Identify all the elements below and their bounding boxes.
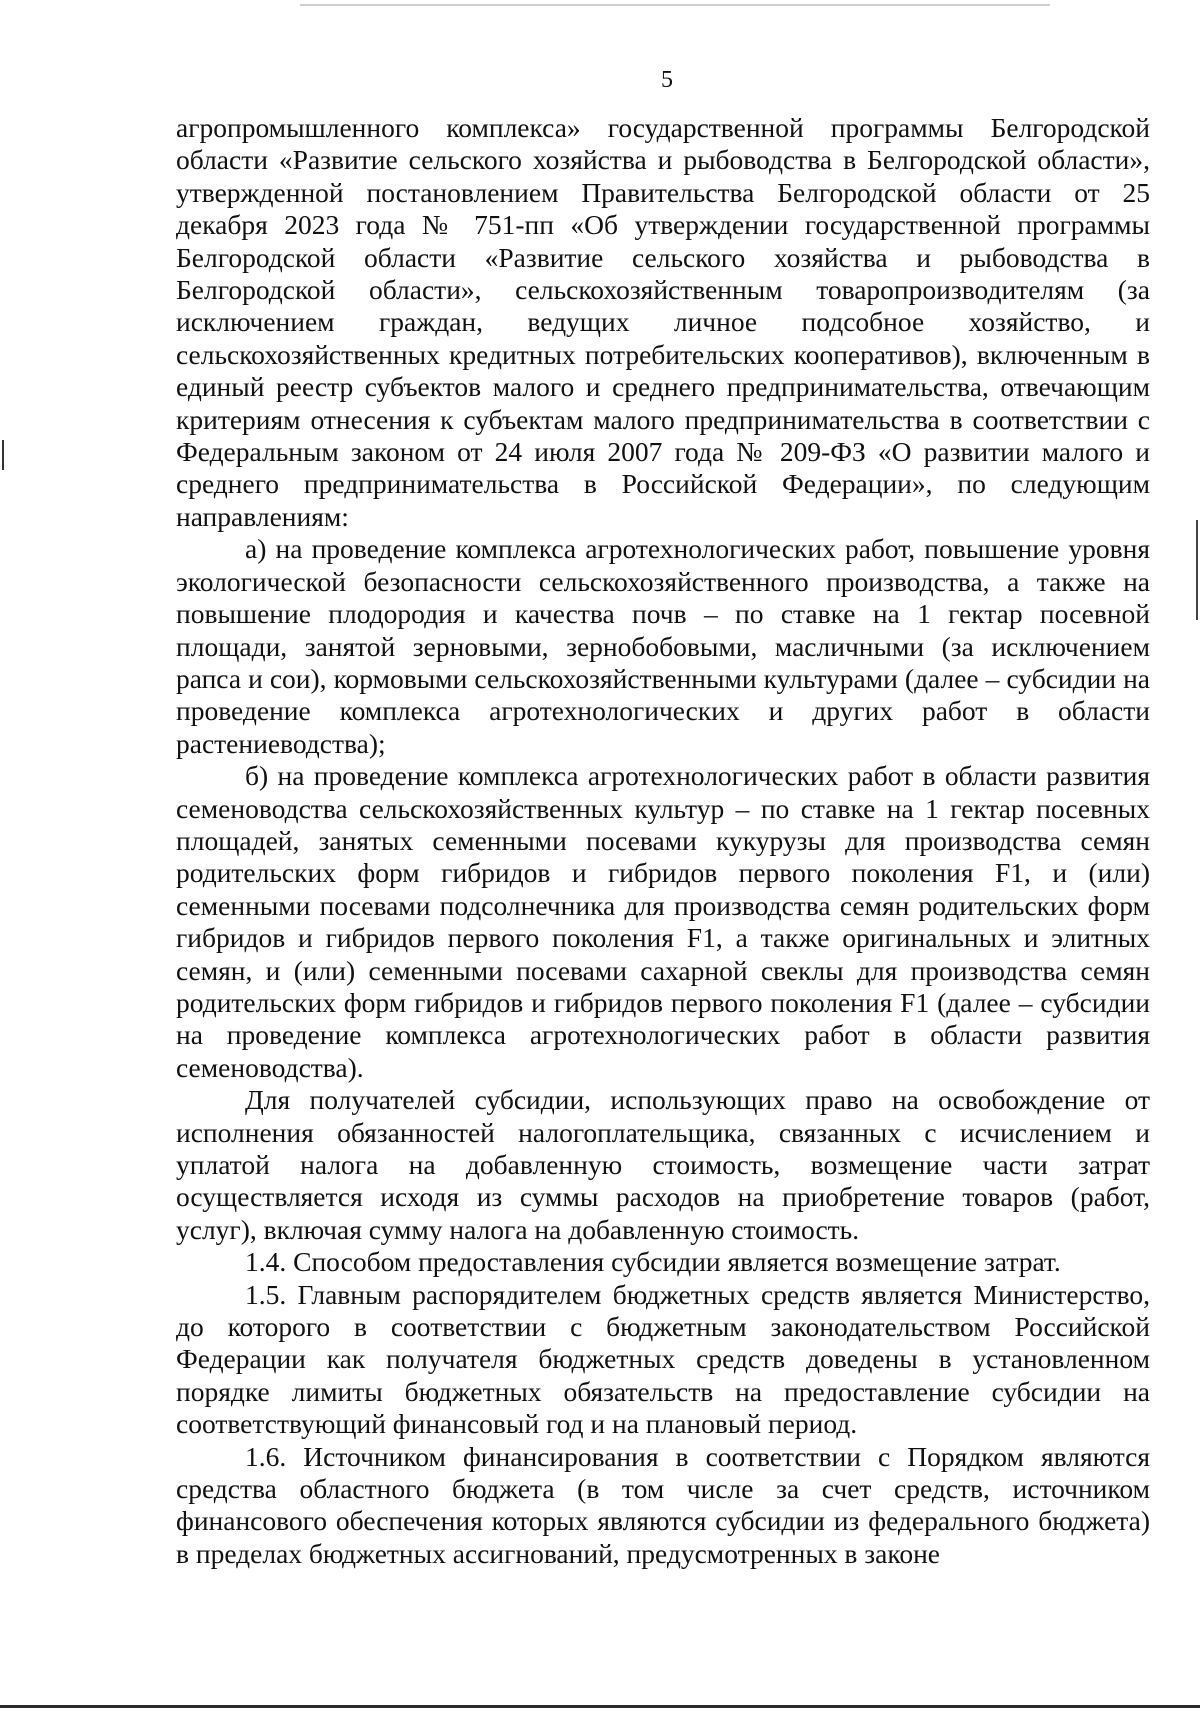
- paragraph-item-a: а) на проведение комплекса агротехнологических работ, повышение уровня экологической безопасности сельскохозяйственного производства, а также на повышение плодородия и качества почв – по ставке на 1 гектар посевной площади, занятой зерновыми, зернобобовыми, масличными (за исключением рапса и сои), кормовыми сельскохозяйственными культурами (далее – субсидии на проведение комплекса агротехнологических и других работ в области растениеводства);: [176, 533, 1150, 759]
- scan-edge-bottom: [0, 1705, 1200, 1708]
- document-body: [176, 112, 1150, 1570]
- paragraph-vat-exemption: Для получателей субсидии, использующих право на освобождение от исполнения обязанностей налогоплательщика, связанных с исчислением и уплатой налога на добавленную стоимость, возмещение части затрат осуществляется исходя из суммы расходов на приобретение товаров (работ, услуг), включая сумму налога на добавленную стоимость.: [176, 1084, 1150, 1245]
- paragraph-1-4: 1.4. Способом предоставления субсидии является возмещение затрат.: [245, 1246, 1061, 1278]
- paragraph-item-b: б) на проведение комплекса агротехнологических работ в области развития семеноводства сельскохозяйственных культур – по ставке на 1 гектар посевных площадей, занятых семенными посевами кукурузы для производства семян родительских форм гибридов и гибридов первого поколения F1, и (или) семенными посевами подсолнечника для производства семян родительских форм гибридов и гибридов первого поколения F1, а также оригинальных и элитных семян, и (или) семенными посевами сахарной свеклы для производства семян родительских форм гибридов и гибридов первого поколения F1 (далее – субсидии на проведение комплекса агротехнологических работ в области развития семеноводства).: [176, 760, 1150, 1083]
- paragraph-1-5: 1.5. Главным распорядителем бюджетных средств является Министерство, до которого в соответствии с бюджетным законодательством Российской Федерации как получателя бюджетных средств доведены в установленном порядке лимиты бюджетных обязательств на предоставление субсидии на соответствующий финансовый год и на плановый период.: [176, 1278, 1150, 1440]
- scan-mark-right: [1196, 520, 1198, 620]
- paragraph-1-6: 1.6. Источником финансирования в соответствии с Порядком являются средства областного бюджета (в том числе за счет средств, источником финансового обеспечения которых являются субсидии из федерального бюджета) в пределах бюджетных ассигнований, предусмотренных в законе: [176, 1440, 1150, 1569]
- paragraph-program-description: агропромышленного комплекса» государственной программы Белгородской области «Развитие сельского хозяйства и рыбоводства в Белгородской области», утвержденной постановлением Правительства Белгородской области от 25 декабря 2023 года № 751-пп «Об утверждении государственной программы Белгородской области «Развитие сельского хозяйства и рыбоводства в Белгородской области», сельскохозяйственным товаропроизводителям (за исключением граждан, ведущих личное подсобное хозяйство, и сельскохозяйственных кредитных потребительских кооперативов), включенным в единый реестр субъектов малого и среднего предпринимательства, отвечающим критериям отнесения к субъектам малого предпринимательства в соответствии с Федеральным законом от 24 июля 2007 года № 209-ФЗ «О развитии малого и среднего предпринимательства в Российской Федерации», по следующим направлениям:: [176, 112, 1150, 532]
- page-number: 5: [661, 67, 673, 93]
- scan-edge-top: [0, 4, 1200, 6]
- scan-mark-left: [2, 440, 4, 470]
